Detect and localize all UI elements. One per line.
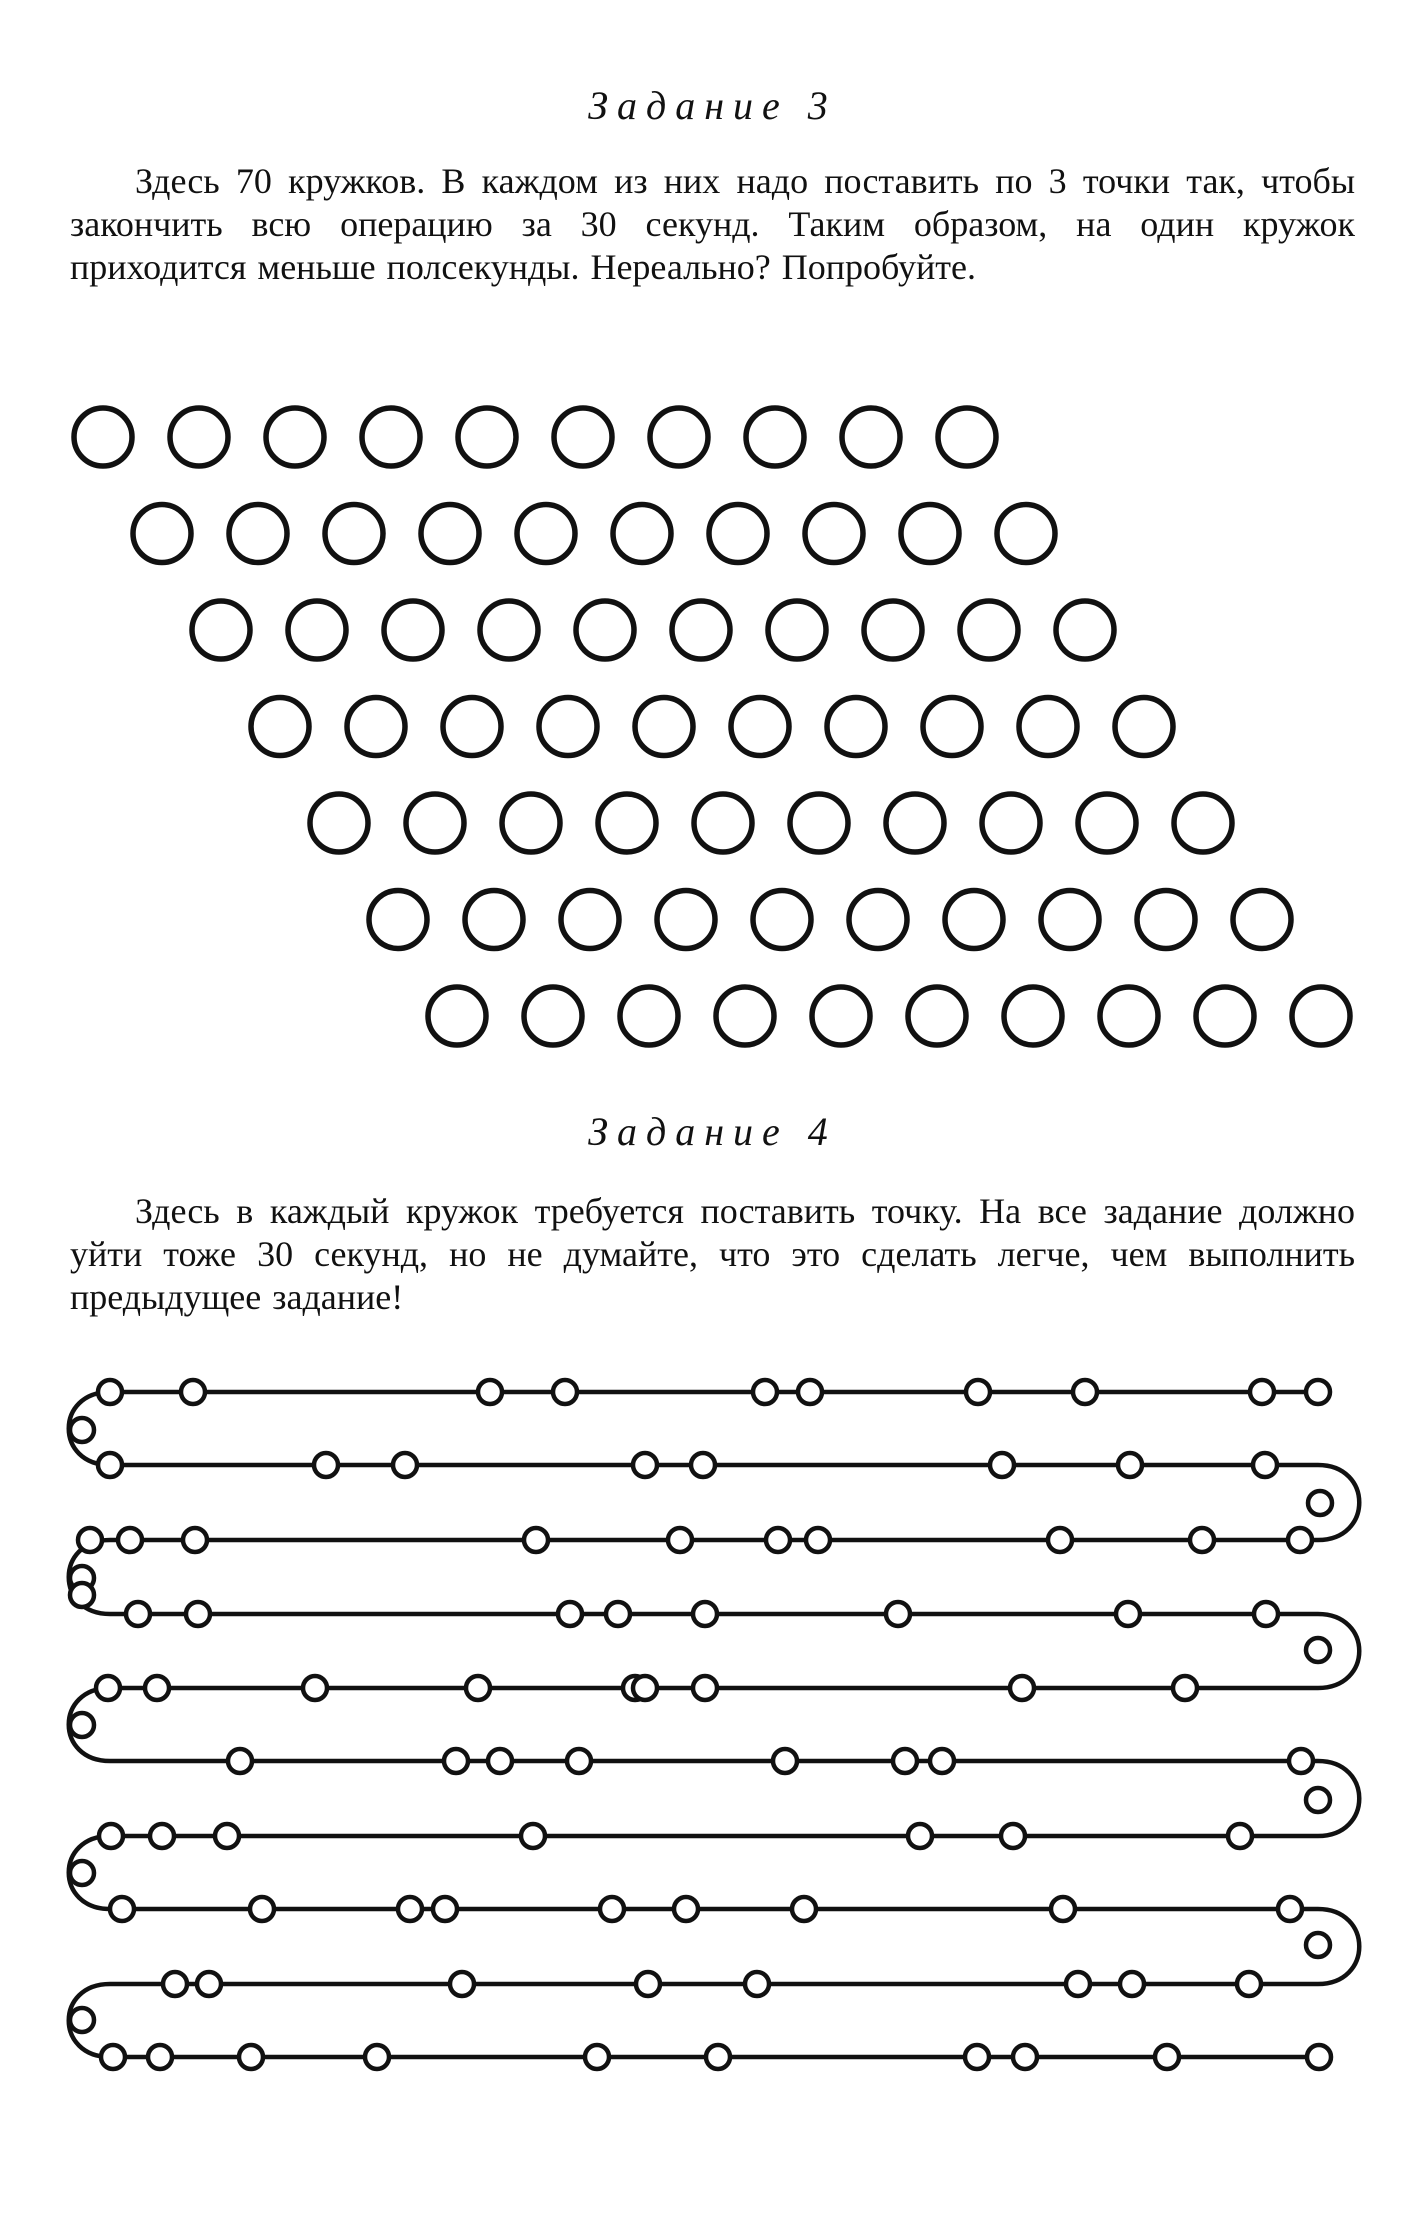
path-circle[interactable]: [186, 1602, 210, 1626]
grid-circle[interactable]: [812, 987, 870, 1045]
path-circle[interactable]: [1254, 1602, 1278, 1626]
path-circle[interactable]: [753, 1380, 777, 1404]
grid-circle[interactable]: [362, 408, 420, 466]
path-circle[interactable]: [1013, 2045, 1037, 2069]
grid-circle[interactable]: [960, 601, 1018, 659]
grid-circle[interactable]: [790, 794, 848, 852]
grid-circle[interactable]: [1292, 987, 1350, 1045]
grid-circle[interactable]: [524, 987, 582, 1045]
grid-circle[interactable]: [517, 505, 575, 563]
grid-circle[interactable]: [620, 987, 678, 1045]
grid-circle[interactable]: [997, 505, 1055, 563]
path-circle[interactable]: [78, 1528, 102, 1552]
path-circle[interactable]: [365, 2045, 389, 2069]
grid-circle[interactable]: [886, 794, 944, 852]
grid-circle[interactable]: [1004, 987, 1062, 1045]
path-circle[interactable]: [398, 1897, 422, 1921]
path-circle[interactable]: [450, 1972, 474, 1996]
task3-heading: Задание 3: [588, 83, 837, 128]
path-circle[interactable]: [118, 1528, 142, 1552]
grid-circle[interactable]: [266, 408, 324, 466]
path-circle[interactable]: [1228, 1824, 1252, 1848]
grid-circle[interactable]: [325, 505, 383, 563]
path-circle[interactable]: [1250, 1380, 1274, 1404]
grid-circle[interactable]: [465, 891, 523, 949]
path-circle[interactable]: [98, 1380, 122, 1404]
grid-circle[interactable]: [170, 408, 228, 466]
grid-circle[interactable]: [458, 408, 516, 466]
path-circle[interactable]: [303, 1676, 327, 1700]
grid-circle[interactable]: [428, 987, 486, 1045]
path-circle[interactable]: [693, 1676, 717, 1700]
grid-circle[interactable]: [561, 891, 619, 949]
path-circle[interactable]: [1288, 1528, 1312, 1552]
path-circle[interactable]: [433, 1897, 457, 1921]
path-circle[interactable]: [1118, 1453, 1142, 1477]
grid-circle[interactable]: [864, 601, 922, 659]
grid-circle[interactable]: [768, 601, 826, 659]
path-circle[interactable]: [183, 1528, 207, 1552]
path-circle[interactable]: [553, 1380, 577, 1404]
grid-circle[interactable]: [908, 987, 966, 1045]
grid-circle[interactable]: [635, 698, 693, 756]
path-circle[interactable]: [1010, 1676, 1034, 1700]
path-circle[interactable]: [1253, 1453, 1277, 1477]
grid-circle[interactable]: [576, 601, 634, 659]
path-circle[interactable]: [1073, 1380, 1097, 1404]
grid-circle[interactable]: [251, 698, 309, 756]
path-circle[interactable]: [558, 1602, 582, 1626]
path-circle[interactable]: [1173, 1676, 1197, 1700]
grid-circle[interactable]: [1078, 794, 1136, 852]
grid-circle[interactable]: [480, 601, 538, 659]
path-circle[interactable]: [567, 1749, 591, 1773]
path-circle[interactable]: [70, 1583, 94, 1607]
path-circle[interactable]: [674, 1897, 698, 1921]
grid-circle[interactable]: [901, 505, 959, 563]
path-circle[interactable]: [393, 1453, 417, 1477]
path-circle[interactable]: [633, 1453, 657, 1477]
path-circle[interactable]: [488, 1749, 512, 1773]
path-circle[interactable]: [70, 1861, 94, 1885]
grid-circle[interactable]: [133, 505, 191, 563]
path-circle[interactable]: [197, 1972, 221, 1996]
path-circle[interactable]: [893, 1749, 917, 1773]
path-circle[interactable]: [585, 2045, 609, 2069]
grid-circle[interactable]: [731, 698, 789, 756]
path-circle[interactable]: [110, 1897, 134, 1921]
path-circle[interactable]: [466, 1676, 490, 1700]
path-circle[interactable]: [668, 1528, 692, 1552]
grid-circle[interactable]: [982, 794, 1040, 852]
grid-circle[interactable]: [1233, 891, 1291, 949]
grid-circle[interactable]: [1041, 891, 1099, 949]
path-circle[interactable]: [150, 1824, 174, 1848]
grid-circle[interactable]: [443, 698, 501, 756]
grid-circle[interactable]: [657, 891, 715, 949]
path-circle[interactable]: [96, 1676, 120, 1700]
path-circle[interactable]: [478, 1380, 502, 1404]
task4-heading: Задание 4: [588, 1109, 837, 1154]
circles-grid: [0, 385, 1425, 1065]
grid-circle[interactable]: [938, 408, 996, 466]
grid-circle[interactable]: [1196, 987, 1254, 1045]
grid-circle[interactable]: [502, 794, 560, 852]
grid-circle[interactable]: [554, 408, 612, 466]
grid-circle[interactable]: [192, 601, 250, 659]
path-circle[interactable]: [1001, 1824, 1025, 1848]
grid-circle[interactable]: [288, 601, 346, 659]
path-circle[interactable]: [691, 1453, 715, 1477]
grid-circle[interactable]: [1115, 698, 1173, 756]
grid-circle[interactable]: [672, 601, 730, 659]
path-circle[interactable]: [766, 1528, 790, 1552]
path-circle[interactable]: [806, 1528, 830, 1552]
grid-circle[interactable]: [598, 794, 656, 852]
grid-circle[interactable]: [716, 987, 774, 1045]
path-circle[interactable]: [693, 1602, 717, 1626]
grid-circle[interactable]: [613, 505, 671, 563]
path-circle[interactable]: [633, 1676, 657, 1700]
path-circle[interactable]: [181, 1380, 205, 1404]
path-circle[interactable]: [1306, 1638, 1330, 1662]
path-circle[interactable]: [600, 1897, 624, 1921]
path-circle[interactable]: [1278, 1897, 1302, 1921]
dotted-path: [0, 1355, 1425, 2095]
path-circle[interactable]: [1306, 1380, 1330, 1404]
path-circle[interactable]: [636, 1972, 660, 1996]
path-circle[interactable]: [70, 2008, 94, 2032]
grid-circle[interactable]: [421, 505, 479, 563]
grid-circle[interactable]: [1056, 601, 1114, 659]
path-circle[interactable]: [314, 1453, 338, 1477]
grid-circle[interactable]: [369, 891, 427, 949]
path-circle[interactable]: [1190, 1528, 1214, 1552]
grid-circle[interactable]: [709, 505, 767, 563]
grid-circle[interactable]: [406, 794, 464, 852]
path-circle[interactable]: [524, 1528, 548, 1552]
grid-circle[interactable]: [753, 891, 811, 949]
path-circle[interactable]: [706, 2045, 730, 2069]
path-circle[interactable]: [1308, 1491, 1332, 1515]
path-circle[interactable]: [521, 1824, 545, 1848]
path-circle[interactable]: [444, 1749, 468, 1773]
grid-circle[interactable]: [539, 698, 597, 756]
path-circle[interactable]: [1307, 2045, 1331, 2069]
path-circle[interactable]: [1051, 1897, 1075, 1921]
path-circle[interactable]: [1306, 1933, 1330, 1957]
path-circle[interactable]: [1155, 2045, 1179, 2069]
path-circle[interactable]: [228, 1749, 252, 1773]
grid-circle[interactable]: [805, 505, 863, 563]
path-circle[interactable]: [930, 1749, 954, 1773]
path-circle[interactable]: [70, 1713, 94, 1737]
grid-circle[interactable]: [1100, 987, 1158, 1045]
path-circle[interactable]: [792, 1897, 816, 1921]
path-circle[interactable]: [250, 1897, 274, 1921]
grid-circle[interactable]: [746, 408, 804, 466]
path-circle[interactable]: [886, 1602, 910, 1626]
grid-circle[interactable]: [1019, 698, 1077, 756]
task3-text: Здесь 70 кружков. В каждом из них надо поставить по 3 точки так, чтобы закончить всю операцию за 30 секунд. Таким образом, на один кружок приходится меньше полсекунды. Нереально? Попробуйте.: [70, 161, 1355, 287]
path-circle[interactable]: [908, 1824, 932, 1848]
task4-text: Здесь в каждый кружок требуется поставить точку. На все задание должно уйти тоже 30 секунд, но не думайте, что это сделать легче, чем выполнить предыдущее задание!: [70, 1191, 1355, 1317]
grid-circle[interactable]: [923, 698, 981, 756]
grid-circle[interactable]: [650, 408, 708, 466]
path-circle[interactable]: [148, 2045, 172, 2069]
path-circle[interactable]: [1116, 1602, 1140, 1626]
grid-circle[interactable]: [945, 891, 1003, 949]
path-circle[interactable]: [215, 1824, 239, 1848]
path-circle[interactable]: [966, 1380, 990, 1404]
grid-circle[interactable]: [849, 891, 907, 949]
grid-circle[interactable]: [827, 698, 885, 756]
grid-circle[interactable]: [74, 408, 132, 466]
grid-circle[interactable]: [694, 794, 752, 852]
path-circle[interactable]: [239, 2045, 263, 2069]
grid-circle[interactable]: [229, 505, 287, 563]
path-circle[interactable]: [1048, 1528, 1072, 1552]
grid-circle[interactable]: [384, 601, 442, 659]
grid-circle[interactable]: [1174, 794, 1232, 852]
path-circle[interactable]: [773, 1749, 797, 1773]
path-circle[interactable]: [101, 2045, 125, 2069]
path-circle[interactable]: [70, 1418, 94, 1442]
path-circle[interactable]: [990, 1453, 1014, 1477]
grid-circle[interactable]: [347, 698, 405, 756]
path-circle[interactable]: [99, 1824, 123, 1848]
path-circle[interactable]: [965, 2045, 989, 2069]
path-circle[interactable]: [606, 1602, 630, 1626]
grid-circle[interactable]: [1137, 891, 1195, 949]
path-circle[interactable]: [798, 1380, 822, 1404]
path-circle[interactable]: [98, 1453, 122, 1477]
path-circle[interactable]: [145, 1676, 169, 1700]
path-circle[interactable]: [1066, 1972, 1090, 1996]
path-circle[interactable]: [1120, 1972, 1144, 1996]
grid-circle[interactable]: [842, 408, 900, 466]
path-circle[interactable]: [745, 1972, 769, 1996]
path-circle[interactable]: [1306, 1788, 1330, 1812]
path-circle[interactable]: [1289, 1749, 1313, 1773]
grid-circle[interactable]: [310, 794, 368, 852]
path-circle[interactable]: [163, 1972, 187, 1996]
path-circle[interactable]: [1237, 1972, 1261, 1996]
path-circle[interactable]: [126, 1602, 150, 1626]
